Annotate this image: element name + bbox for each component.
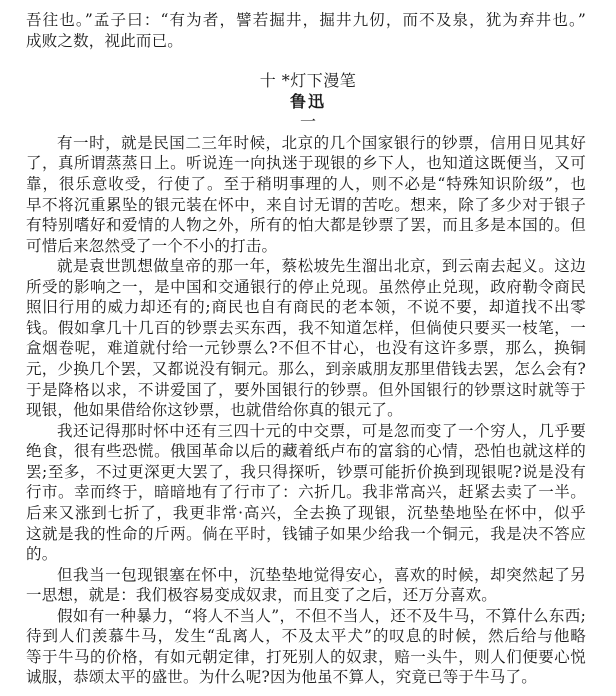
paragraph-line: 就是袁世凯想做皇帝的那一年，蔡松坡先生溜出北京，到云南去起义。这边	[57, 257, 586, 276]
paragraph-line: 所受的影响之一，是中国和交通银行的停止兑现。虽然停止兑现，政府勒令商民	[26, 277, 586, 296]
paragraph-line: 的。	[26, 545, 58, 564]
paragraph-line: 靠，很乐意收受，行使了。至于稍明事理的人，则不必是“特殊知识阶级”，也	[26, 174, 586, 193]
paragraph-line: 现银，他如果借给你这钞票，也就借给你真的银元了。	[26, 401, 403, 420]
article-title: 十 *灯下漫笔	[259, 71, 357, 91]
paragraph-line: 但我当一包现银塞在怀中，沉垫垫地觉得安心，喜欢的时候，却突然起了另	[57, 565, 586, 584]
paragraph-line: 可惜后来忽然受了一个不小的打击。	[26, 236, 278, 255]
paragraph-line: 照旧行用的威力却还有的;商民也自有商民的老本领，不说不要，却道找不出零	[26, 298, 586, 317]
intro-line: 吾往也。”孟子曰：“有为者，譬若掘井，掘井九仞，而不及泉，犹为弃井也。”	[26, 11, 586, 29]
paragraph-line: 有一时，就是民国二三年时候，北京的几个国家银行的钞票，信用日见其好	[57, 133, 586, 152]
paragraph-line: 钱。假如拿几十几百的钞票去买东西，我不知道怎样，但倘使只要买一枝笔，一	[26, 318, 586, 337]
paragraph-line: 一思想，就是：我们极容易变成奴隶，而且变了之后，还万分喜欢。	[26, 586, 498, 605]
paragraph-line: 于是降格以求，不讲爱国了，要外国银行的钞票。但外国银行的钞票这时就等于	[26, 380, 586, 399]
article-author: 鲁迅	[289, 91, 326, 111]
paragraph-line: 假如有一种暴力，“将人不当人”，不但不当人，还不及牛马，不算什么东西;	[57, 606, 586, 625]
paragraph-line: 我还记得那时怀中还有三四十元的中交票，可是忽而变了一个穷人，几乎要	[57, 421, 586, 440]
paragraph-line: 这就是我的性命的斤两。倘在平时，钱铺子如果少给我一个铜元，我是决不答应	[26, 524, 586, 543]
paragraph-line: 诚服，恭颂太平的盛世。为什么呢?因为他虽不算人，究竟已等于牛马了。	[26, 668, 537, 687]
paragraph-line: 了，真所谓蒸蒸日上。听说连一向执迷于现银的乡下人，也知道这既便当，又可	[26, 154, 586, 173]
paragraph-line: 盒烟卷呢，难道就付给一元钞票么?不但不甘心，也没有这许多票，那么，换铜	[26, 339, 586, 358]
intro-line: 成败之数，视此而已。	[26, 31, 184, 50]
paragraph-line: 绝食，很有些恐慌。俄国革命以后的藏着纸卢布的富翁的心情，恐怕也就这样的	[26, 442, 586, 461]
paragraph-line: 罢;至多，不过更深更大罢了，我只得探听，钞票可能折价换到现银呢?说是没有	[26, 462, 586, 481]
section-number: 一	[299, 112, 316, 132]
paragraph-line: 待到人们羡慕牛马，发生“乱离人，不及太平犬”的叹息的时候，然后给与他略	[26, 627, 586, 646]
paragraph-line: 元，少换几个罢，又都说没有铜元。那么，到亲戚朋友那里借钱去罢，怎么会有?	[26, 360, 586, 378]
paragraph-line: 后来又涨到七折了，我更非常·高兴，全去换了现银，沉垫垫地坠在怀中，似乎	[26, 503, 586, 522]
paragraph-line: 行市。幸而终于，暗暗地有了行市了：六折几。我非常高兴，赶紧去卖了一半。	[26, 483, 586, 502]
paragraph-line: 早不将沉重累坠的银元装在怀中，来自讨无谓的苦吃。想来，除了多少对于银子	[26, 195, 586, 214]
paragraph-line: 有特别嗜好和爱情的人物之外，所有的怕大都是钞票了罢，而且多是本国的。但	[26, 216, 586, 235]
paragraph-line: 等于牛马的价格，有如元朝定律，打死别人的奴隶，赔一头牛，则人们便要心悦	[26, 647, 586, 666]
